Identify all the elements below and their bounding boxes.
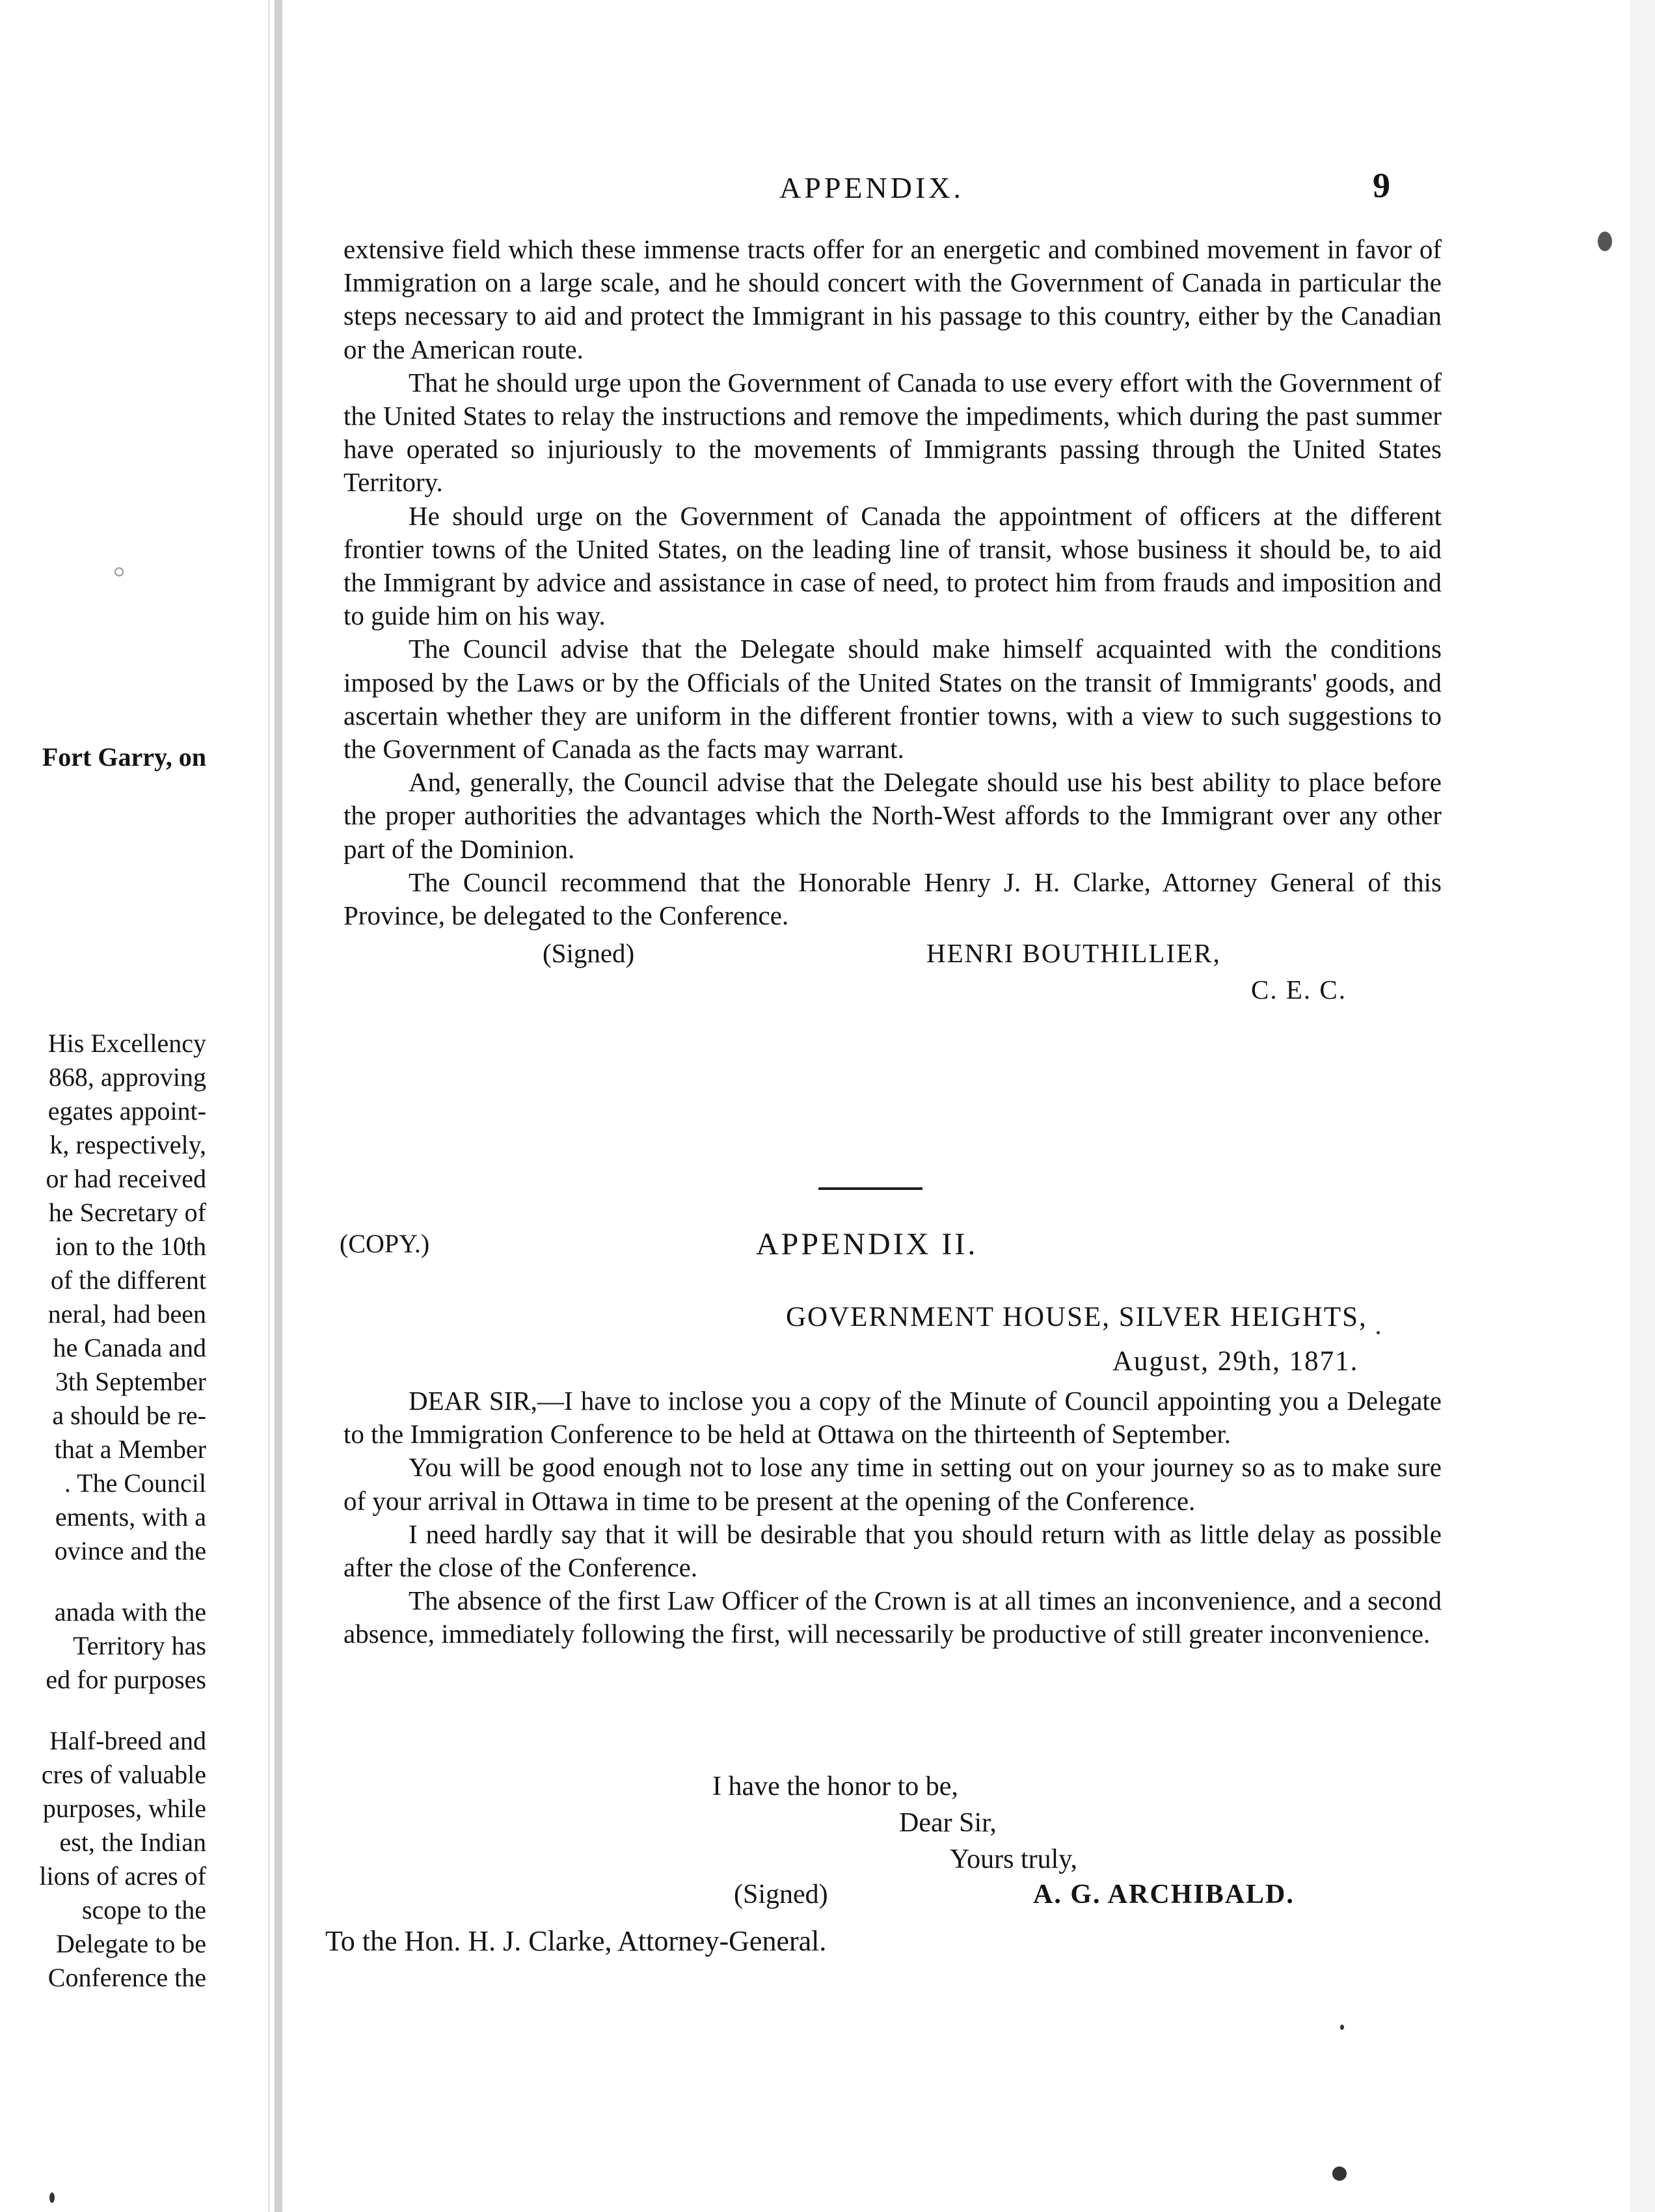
section-divider xyxy=(818,1187,922,1190)
left-line: purposes, while xyxy=(42,1794,206,1823)
running-header: APPENDIX. xyxy=(779,171,964,204)
left-line: a should be re- xyxy=(52,1401,206,1430)
left-line: . The Council xyxy=(64,1468,206,1498)
gutter-shadow xyxy=(268,0,270,2212)
page-number: 9 xyxy=(1373,166,1390,205)
left-line: lions of acres of xyxy=(39,1861,206,1891)
letter-date: August, 29th, 1871. xyxy=(1112,1346,1359,1377)
left-line: est, the Indian xyxy=(59,1828,206,1857)
signer-name: A. G. ARCHIBALD. xyxy=(1033,1880,1295,1909)
letter-location: GOVERNMENT HOUSE, SILVER HEIGHTS, xyxy=(786,1302,1367,1332)
closing-line: I have the honor to be, xyxy=(712,1772,958,1801)
left-line: 868, approving xyxy=(48,1062,206,1092)
signed-label: (Signed) xyxy=(734,1880,828,1909)
left-line: Half-breed and xyxy=(49,1726,206,1755)
left-line: he Canada and xyxy=(53,1333,206,1362)
page-divider xyxy=(275,0,282,2212)
paragraph: DEAR SIR,—I have to inclose you a copy of the Minute of Council appointing you a Delegate to the Immigration Conference to be held at Ottawa on the thirteenth of September. xyxy=(343,1386,1442,1450)
closing-line: Dear Sir, xyxy=(899,1808,997,1838)
left-line: he Secretary of xyxy=(48,1198,206,1227)
paragraph-text: I have to inclose you a copy of the Minute of Council appointing you a Delegate to the Immigration Conference to be held at Ottawa on the thirteenth of September. xyxy=(343,1386,1442,1450)
signer-title: C. E. C. xyxy=(1251,975,1347,1005)
left-line: egates appoint- xyxy=(47,1096,206,1126)
left-line: neral, had been xyxy=(47,1299,206,1329)
signer-name: HENRI BOUTHILLIER, xyxy=(926,938,1221,969)
paragraph: extensive field which these immense tracts offer for an energetic and combined movement in favor of Immigration on a large scale, and he should concert with the Government of Canada in particular the steps necessary to aid and protect the Immigrant in his passage to this country, either by the Canadian or the American route. xyxy=(343,234,1442,364)
signer-title-row xyxy=(343,971,1442,1008)
paragraph: The absence of the first Law Officer of the Crown is at all times an inconvenience, and a second absence, immediately following the first, will necessarily be productive of still greater inconvenience. xyxy=(343,1585,1442,1649)
paragraph: He should urge on the Government of Canada the appointment of officers at the different frontier towns of the United States, on the leading line of transit, whose business it should be, to aid the Immigrant by advice and assistance in case of need, to protect him from frauds and imposition and to guide him on his way. xyxy=(343,500,1442,631)
paper-speck xyxy=(49,2192,55,2203)
paragraph: I need hardly say that it will be desirable that you should return with as little delay as possible after the close of the Conference. xyxy=(343,1518,1442,1583)
left-line: Conference the xyxy=(47,1963,206,1992)
left-line: anada with the xyxy=(54,1597,206,1626)
left-line: k, respectively, xyxy=(49,1130,206,1159)
left-line: ed for purposes xyxy=(46,1665,206,1694)
left-line: 3th September xyxy=(55,1367,206,1396)
paragraph: That he should urge upon the Government of Canada to use every effort with the Government of the United States to relay the instructions and remove the impediments, which during the past summer have operated so injuriously to the movements of Immigrants passing through the United States Territory. xyxy=(343,367,1442,498)
paragraph: You will be good enough not to lose any time in setting out on your journey so as to make sure of your arrival in Ottawa in time to be present at the opening of the Conference. xyxy=(343,1452,1442,1516)
appendix-2-title: APPENDIX II. xyxy=(756,1227,978,1261)
paragraph: The Council advise that the Delegate should make himself acquainted with the conditions imposed by the Laws or by the Officials of the United States on the transit of Immigrants' goods, and ascertain whether they are uniform in the different frontier towns, with a view to such suggestions to the Government of Canada as the facts may warrant. xyxy=(343,634,1442,764)
left-line: of the different xyxy=(50,1265,206,1295)
letter-body xyxy=(343,1384,1442,1651)
paragraph: And, generally, the Council advise that the Delegate should use his best ability to place before the proper authorities the advantages which the North-West affords to the Immigrant over any other part of the Dominion. xyxy=(343,767,1442,864)
copy-label: (COPY.) xyxy=(340,1229,430,1258)
paper-speck xyxy=(1332,2166,1347,2181)
left-line: that a Member xyxy=(54,1435,206,1464)
closing-line: Yours truly, xyxy=(950,1844,1078,1874)
left-line: Delegate to be xyxy=(56,1929,206,1958)
paper-speck xyxy=(1340,2025,1344,2030)
left-line: ovince and the xyxy=(54,1536,206,1565)
paper-speck xyxy=(1377,1331,1380,1334)
left-line: ion to the 10th xyxy=(55,1232,206,1261)
paper-speck xyxy=(114,567,124,576)
left-line: Territory has xyxy=(73,1631,206,1660)
left-line: His Excellency xyxy=(47,1029,206,1058)
addressee: To the Hon. H. J. Clarke, Attorney-General. xyxy=(325,1925,827,1957)
appendix-1-body xyxy=(343,233,1442,1008)
left-line: Fort Garry, on xyxy=(42,742,206,772)
left-line: ements, with a xyxy=(55,1502,206,1531)
paper-speck xyxy=(1598,232,1612,251)
left-line: or had received xyxy=(46,1164,206,1193)
paragraph: The Council recommend that the Honorable Henry J. H. Clarke, Attorney General of this Province, be delegated to the Conference. xyxy=(343,867,1442,931)
signature-row xyxy=(343,935,1442,971)
salutation: DEAR SIR, xyxy=(409,1386,537,1416)
signed-label: (Signed) xyxy=(543,938,635,969)
left-line: scope to the xyxy=(81,1895,206,1924)
left-line: cres of valuable xyxy=(41,1760,206,1789)
page-margin-right xyxy=(1630,0,1655,2212)
